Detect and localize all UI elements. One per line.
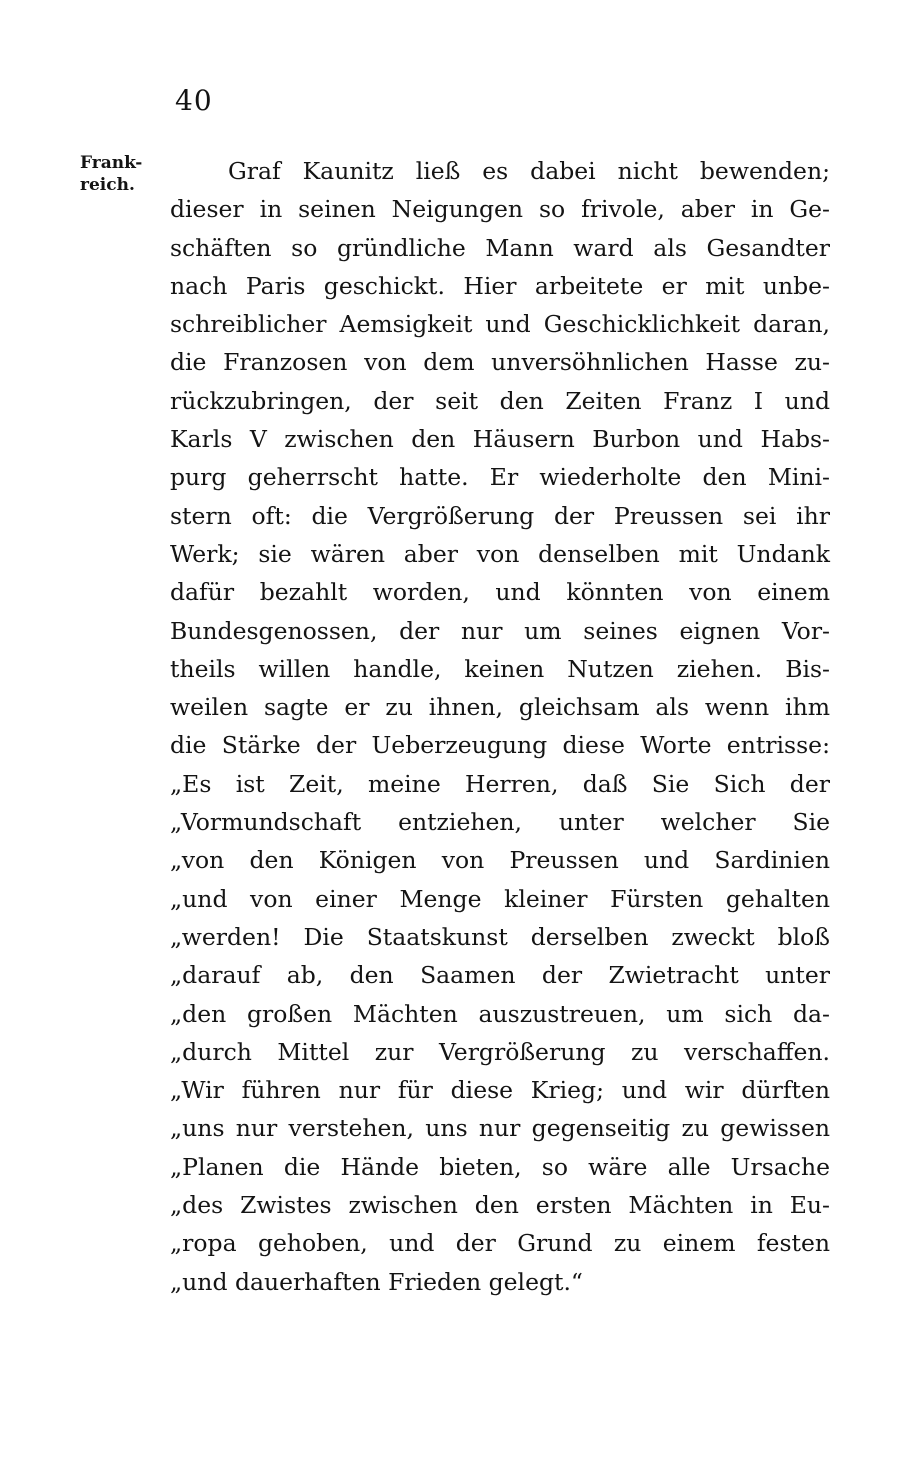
text-line: „werden! Die Staatskunst derselben zweckt bloß: [170, 922, 830, 951]
text-line: die Stärke der Ueberzeugung diese Worte entrisse:: [170, 731, 830, 760]
text-line: „Es ist Zeit, meine Herren, daß Sie Sich der: [170, 769, 830, 798]
margin-note-line: Frank-: [80, 153, 143, 173]
text-line: dafür bezahlt worden, und könnten von einem: [170, 578, 830, 607]
text-line: Werk; sie wären aber von denselben mit Undank: [170, 539, 830, 568]
text-line: „uns nur verstehen, uns nur gegenseitig zu gewissen: [170, 1114, 830, 1143]
text-line: „Wir führen nur für diese Krieg; und wir dürften: [170, 1076, 830, 1105]
body-text: [170, 152, 830, 1301]
text-line: stern oft: die Vergrößerung der Preussen sei ihr: [170, 501, 830, 530]
text-line: schäften so gründliche Mann ward als Gesandter: [170, 233, 830, 262]
text-line: Karls V zwischen den Häusern Burbon und Habs-: [170, 425, 830, 454]
text-line: „Vormundschaft entziehen, unter welcher Sie: [170, 808, 830, 837]
text-line: „von den Königen von Preussen und Sardinien: [170, 846, 830, 875]
text-line: „durch Mittel zur Vergrößerung zu verschaffen.: [170, 1037, 830, 1066]
text-line: schreiblicher Aemsigkeit und Geschicklichkeit daran,: [170, 310, 830, 339]
text-line: „und von einer Menge kleiner Fürsten gehalten: [170, 884, 830, 913]
text-line: „Planen die Hände bieten, so wäre alle Ursache: [170, 1152, 830, 1181]
text-line: theils willen handle, keinen Nutzen ziehen. Bis-: [170, 654, 830, 683]
text-line: die Franzosen von dem unversöhnlichen Hasse zu-: [170, 348, 830, 377]
page-number: 40: [175, 84, 213, 117]
text-line: „den großen Mächten auszustreuen, um sich da-: [170, 999, 830, 1028]
text-line: „darauf ab, den Saamen der Zwietracht unter: [170, 961, 830, 990]
text-line: „des Zwistes zwischen den ersten Mächten in Eu-: [170, 1191, 830, 1220]
text-line: purg geherrscht hatte. Er wiederholte den Mini-: [170, 463, 830, 492]
margin-note-line: reich.: [80, 175, 135, 195]
margin-note: [80, 152, 142, 196]
text-line: dieser in seinen Neigungen so frivole, aber in Ge-: [170, 195, 830, 224]
text-line: „und dauerhaften Frieden gelegt.“: [170, 1267, 583, 1296]
text-line: Bundesgenossen, der nur um seines eignen Vor-: [170, 616, 830, 645]
text-line: Graf Kaunitz ließ es dabei nicht bewenden;: [228, 157, 830, 185]
text-line: „ropa gehoben, und der Grund zu einem festen: [170, 1229, 830, 1258]
text-line: weilen sagte er zu ihnen, gleichsam als wenn ihm: [170, 693, 830, 722]
text-line: nach Paris geschickt. Hier arbeitete er mit unbe-: [170, 271, 830, 300]
text-line: rückzubringen, der seit den Zeiten Franz I und: [170, 386, 830, 415]
